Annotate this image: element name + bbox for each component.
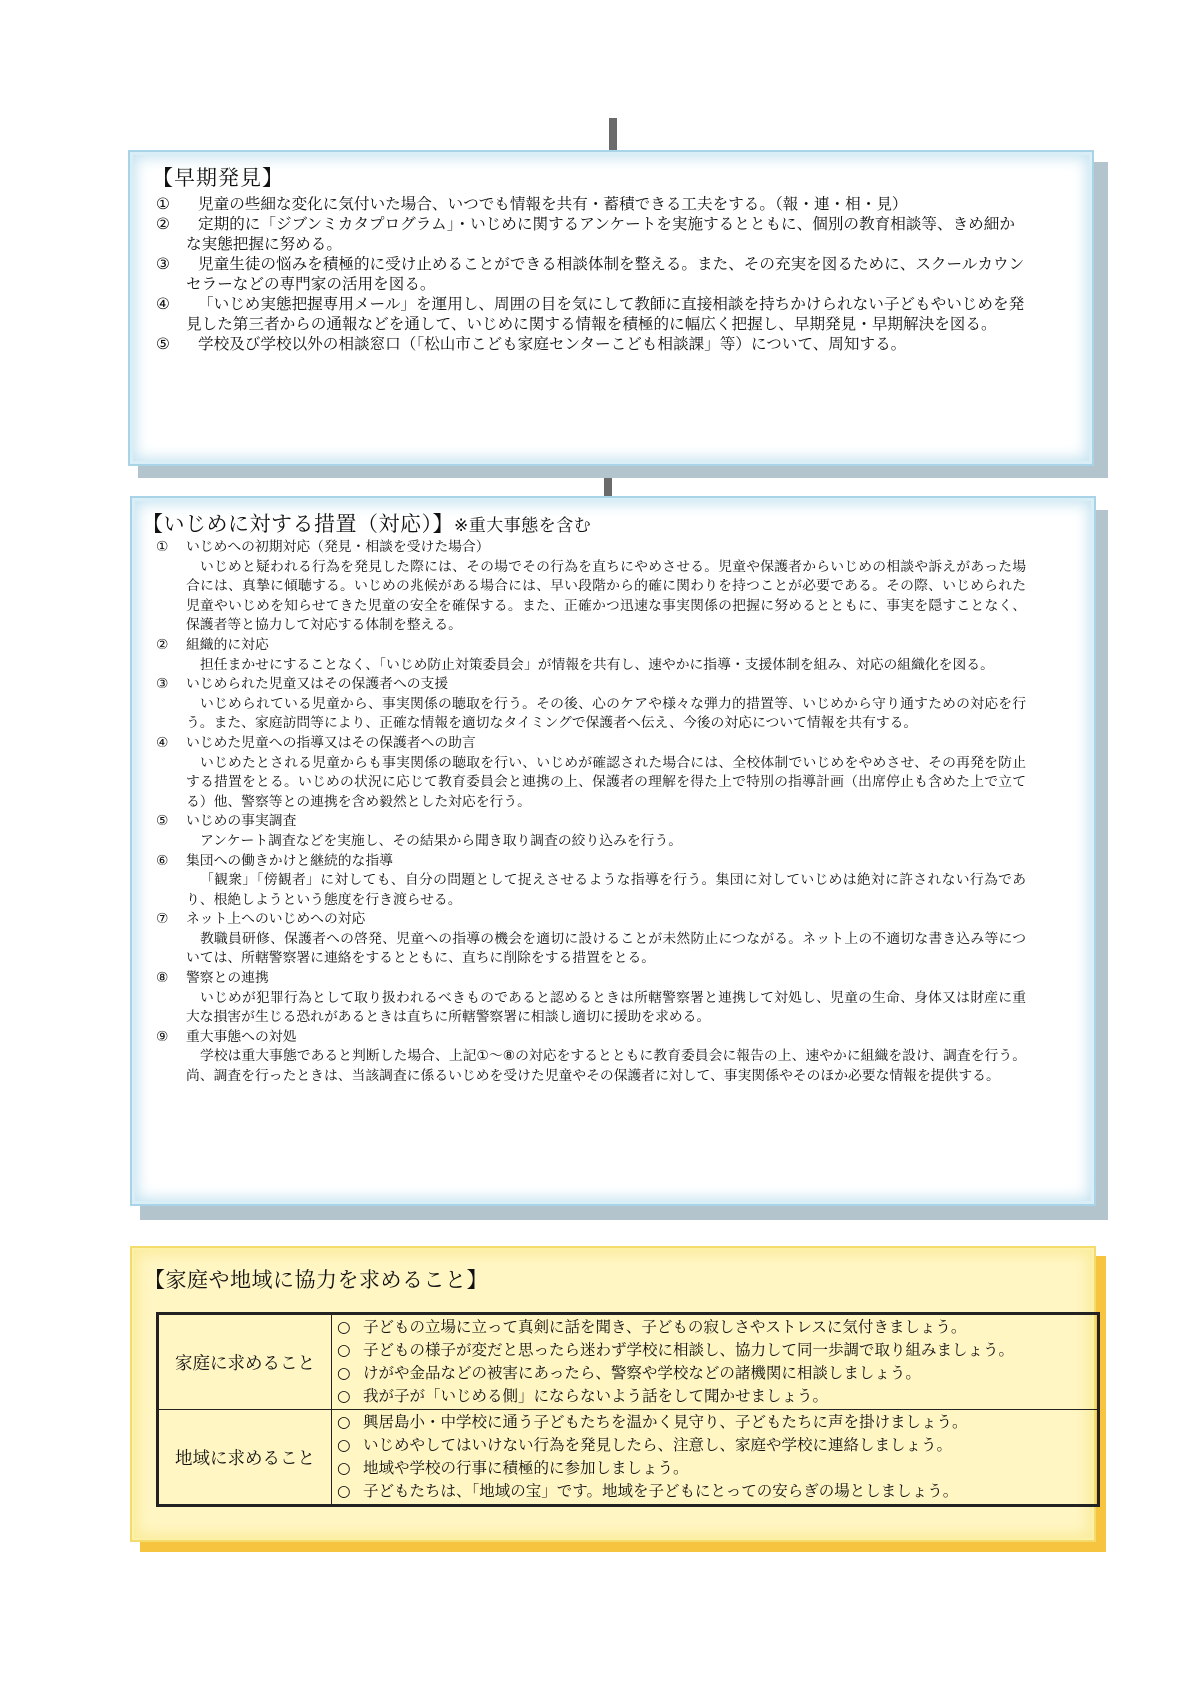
item-text: 児童の些細な変化に気付いた場合、いつでも情報を共有・蓄積できる工夫をする。（報・連・相・見） [198,195,908,213]
item-text: 定期的に「ジブンミカタプログラム」・いじめに関するアンケートを実施するとともに、個別の教育相談等、きめ細かな実態把握に努める。 [186,215,1015,253]
item-number: ① [156,195,170,213]
item-heading: 組織的に対応 [186,636,269,653]
list-item [156,334,1026,354]
item-text: 子どもの様子が変だと思ったら迷わず学校に相談し、協力して同一歩調で取り組みましょう。 [363,1341,1015,1359]
table-row [158,1410,1099,1506]
item-body: 「観衆」「傍観者」に対しても、自分の問題として捉えさせるような指導を行う。集団に対していじめは絶対に許されない行為であり、根絶しようという態度を行き渡らせる。 [186,872,1026,908]
list-item [156,675,1026,734]
item-body: アンケート調査などを実施し、その結果から聞き取り調査の絞り込みを行う。 [200,832,683,849]
connector-top [609,118,617,152]
item-heading: ネット上へのいじめへの対応 [186,911,366,928]
item-text: 興居島小・中学校に通う子どもたちを温かく見守り、子どもたちに声を掛けましょう。 [363,1413,968,1431]
cooperation-title: 【家庭や地域に協力を求めること】 [144,1268,488,1292]
item-text: けがや金品などの被害にあったら、警察や学校などの諸機関に相談しましょう。 [363,1364,921,1382]
item-number: ④ [156,295,170,313]
item-heading: 警察との連携 [186,970,269,987]
item-text: 子どもたちは、「地域の宝」です。地域を子どもにとっての安らぎの場としましょう。 [363,1482,959,1500]
list-item [333,1457,1096,1480]
item-text: 地域や学校の行事に積極的に参加しましょう。 [363,1459,689,1477]
list-item [333,1339,1096,1362]
list-item [156,910,1026,969]
list-item [156,194,1026,214]
row-label: 家庭に求めること [158,1314,332,1410]
item-number: ⑨ [156,1028,169,1045]
item-heading: いじめへの初期対応（発見・相談を受けた場合） [186,539,490,555]
item-number: ④ [156,734,169,751]
list-item [333,1480,1096,1503]
list-item [156,852,1026,911]
list-item [333,1362,1096,1385]
item-body: いじめが犯罪行為として取り扱われるべきものであると認めるときは所轄警察署と連携して対処し、児童の生命、身体又は財産に重大な損害が生じる恐れがあるときは直ちに所轄警察署に相談し適切に援助を求める。 [186,989,1026,1026]
item-heading: いじめられた児童又はその保護者への支援 [186,676,449,693]
item-number: ① [156,539,169,555]
item-body: いじめたとされる児童からも事実関係の聴取を行い、いじめが確認された場合には、全校体制でいじめをやめさせ、その再発を防止する措置をとる。いじめの状況に応じて教育委員会と連携の上、保護者の理解を得た上で特別の指導計画（出席停止も含めた上で立てる）他、警察等との連携を含め毅然とした対応を行う。 [186,754,1026,810]
item-number: ⑧ [156,970,169,987]
item-number: ② [156,636,169,653]
row-items [332,1410,1099,1506]
list-item [156,1028,1026,1087]
item-body: 教職員研修、保護者への啓発、児童への指導の機会を適切に設けることが未然防止につながる。ネット上の不適切な書き込み等については、所轄警察署に連絡をするとともに、直ちに削除をする措置をとる。 [186,930,1026,967]
item-number: ⑤ [156,335,170,353]
item-body: 学校は重大事態であると判断した場合、上記①～⑧の対応をするとともに教育委員会に報告の上、速やかに組織を設け、調査を行う。尚、調査を行ったときは、当該調査に係るいじめを受けた児童やその保護者に対して、事実関係やそのほか必要な情報を提供する。 [186,1048,1026,1085]
list-item [333,1385,1096,1408]
item-text: 学校及び学校以外の相談窓口（「松山市こども家庭センターこども相談課」等）について、周知する。 [198,335,907,353]
item-heading: 重大事態への対処 [186,1028,297,1045]
list-item [156,214,1026,254]
bullet-circle: ○ [337,1364,351,1382]
list-item [156,636,1026,675]
item-number: ⑤ [156,813,169,830]
list-item [156,812,1026,851]
item-text: いじめやしてはいけない行為を発見したら、注意し、家庭や学校に連絡しましょう。 [363,1436,953,1454]
item-number: ③ [156,676,169,693]
measures-title [142,508,591,538]
row-items [332,1314,1099,1410]
item-body: いじめと疑われる行為を発見した際には、その場でその行為を直ちにやめさせる。児童や保護者からいじめの相談や訴えがあった場合には、真摯に傾聴する。いじめの兆候がある場合には、早い段階から的確に関わりを持つことが必要である。その際、いじめられた児童やいじめを知らせてきた児童の安全を確保する。また、正確かつ迅速な事実関係の把握に努めるとともに、事実を隠すことなく、保護者等と協力して対応する体制を整える。 [186,558,1026,634]
list-item [333,1411,1096,1434]
bullet-circle: ○ [337,1413,351,1431]
list-item [156,294,1026,334]
measures-title-text: 【いじめに対する措置（対応）】 [142,512,454,536]
early-detection-title: 【早期発見】 [152,166,284,190]
list-item [156,969,1026,1028]
bullet-circle: ○ [337,1436,351,1454]
item-body: いじめられている児童から、事実関係の聴取を行う。その後、心のケアや様々な弾力的措置等、いじめから守り通すための対応を行う。また、家庭訪問等により、正確な情報を適切なタイミングで保護者へ伝え、今後の対応について情報を共有する。 [186,695,1026,732]
list-item [156,254,1026,294]
item-heading: いじめの事実調査 [186,813,297,830]
item-text: 「いじめ実態把握専用メール」を運用し、周囲の目を気にして教師に直接相談を持ちかけられない子どもやいじめを発見した第三者からの通報などを通して、いじめに関する情報を積極的に幅広く把握し、早期発見・早期解決を図る。 [186,295,1025,333]
list-item [156,734,1026,812]
item-number: ⑦ [156,911,169,928]
list-item [156,538,1026,636]
item-body: 担任まかせにすることなく、「いじめ防止対策委員会」が情報を共有し、速やかに指導・支援体制を組み、対応の組織化を図る。 [200,656,994,673]
cooperation-table [156,1312,1100,1507]
bullet-circle: ○ [337,1387,351,1405]
item-heading: いじめた児童への指導又はその保護者への助言 [186,734,476,751]
bullet-circle: ○ [337,1459,351,1477]
item-text: 児童生徒の悩みを積極的に受け止めることができる相談体制を整える。また、その充実を図るために、スクールカウンセラーなどの専門家の活用を図る。 [186,255,1025,293]
measures-list [156,538,1026,1087]
row-label: 地域に求めること [158,1410,332,1506]
bullet-circle: ○ [337,1482,351,1500]
bullet-circle: ○ [337,1341,351,1359]
bullet-circle: ○ [337,1318,351,1336]
item-number: ② [156,215,170,233]
item-text: 子どもの立場に立って真剣に話を聞き、子どもの寂しさやストレスに気付きましょう。 [363,1318,967,1336]
item-number: ③ [156,255,170,273]
item-number: ⑥ [156,852,169,869]
item-heading: 集団への働きかけと継続的な指導 [186,852,393,869]
list-item [333,1316,1096,1339]
item-text: 我が子が「いじめる側」にならないよう話をして聞かせましょう。 [363,1387,829,1405]
measures-title-note: ※重大事態を含む [454,516,592,536]
cooperation-panel [130,1246,1096,1542]
early-detection-list [156,194,1026,354]
table-row [158,1314,1099,1410]
early-detection-panel [128,150,1094,466]
list-item [333,1434,1096,1457]
measures-panel [130,496,1096,1206]
